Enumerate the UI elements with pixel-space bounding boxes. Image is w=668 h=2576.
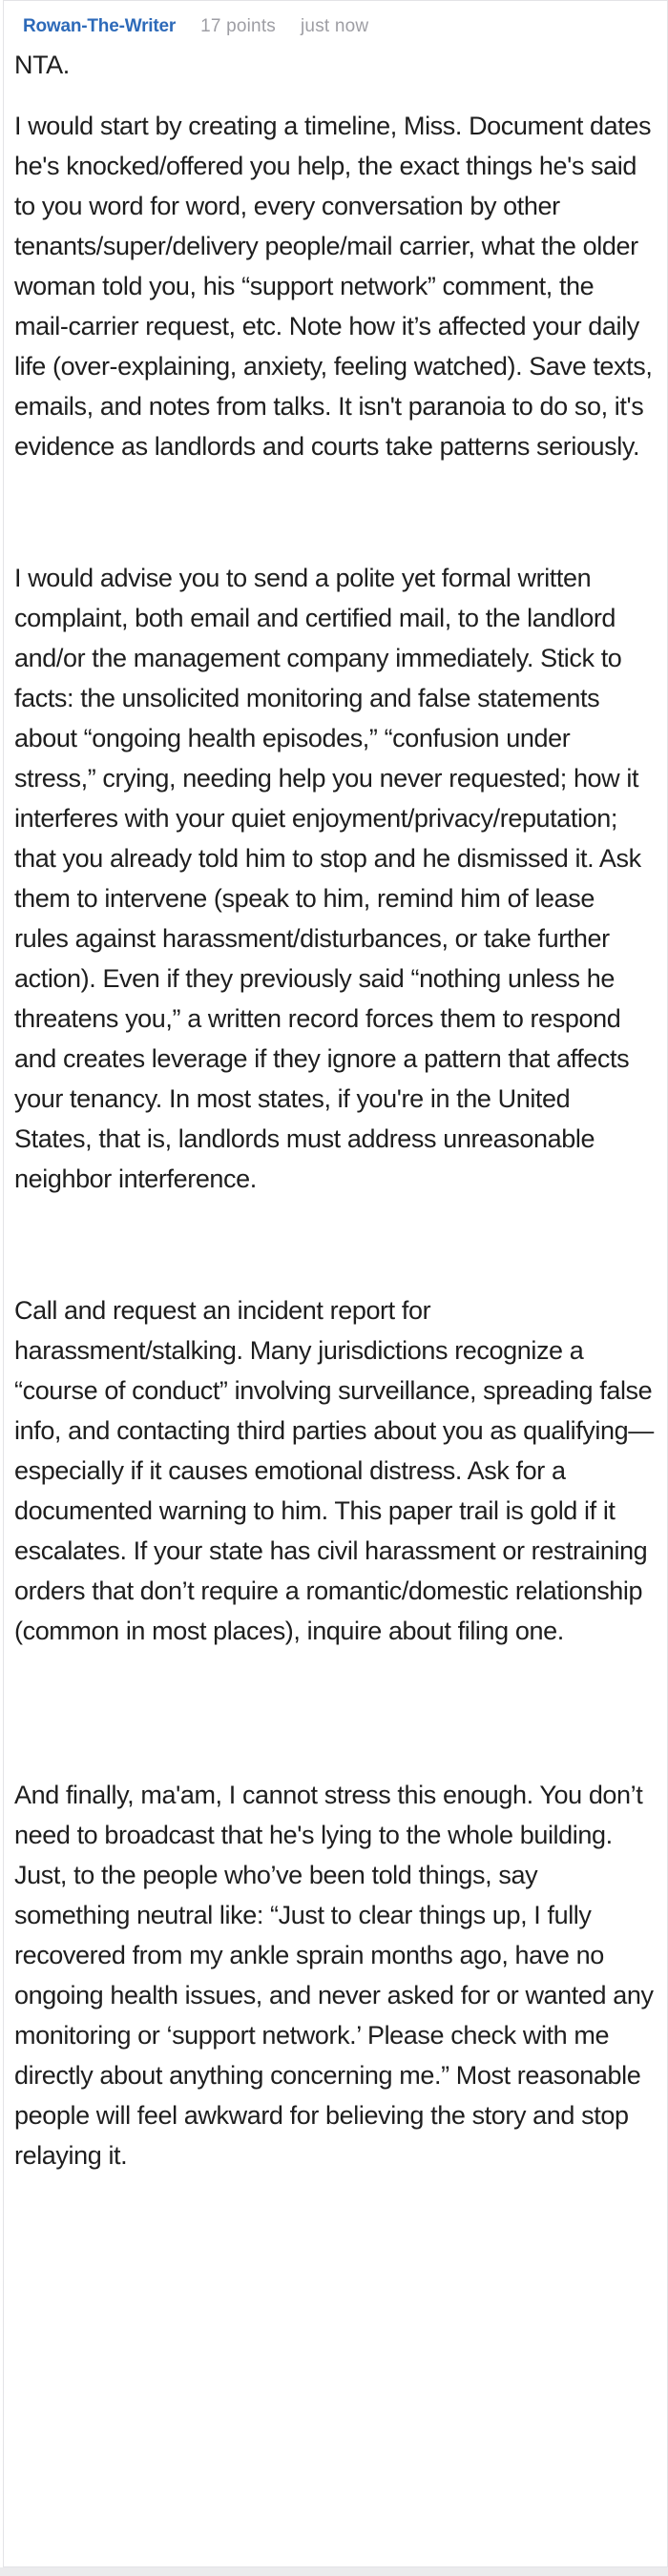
comment-paragraph-2: I would advise you to send a polite yet formal written complaint, both email and certified mail, to the landlord and/or the management company immediately. Stick to facts: the unsolicited monitoring and false statements about “ongoing health episodes,” “confusion under stress,” crying, needing help you never requested; how it interferes with your quiet enjoyment/privacy/reputation; that you already told him to stop and he dismissed it. Ask them to intervene (speak to him, remind him of lease rules against harassment/disturbances, or take further action). Even if they previously said “nothing unless he threatens you,” a written record forces them to respond and creates leverage if they ignore a pattern that affects your tenancy. In most states, if you're in the United States, that is, landlords must address unreasonable neighbor interference. [14, 564, 641, 1193]
comment-author-link[interactable]: Rowan-The-Writer [23, 16, 177, 36]
page-background-strip [0, 2567, 668, 2576]
comment-paragraph-4: And finally, ma'am, I cannot stress this enough. You don’t need to broadcast that he's lying to the whole building. Just, to the people who’ve been told things, say something neutral like: “Just to clear things up, I fully recovered from my ankle sprain months ago, have no ongoing health issues, and never asked for or wanted any monitoring or ‘support network.’ Please check with me directly about anything concerning me.” Most reasonable people will feel awkward for believing the story and stop relaying it. [14, 1781, 654, 2170]
comment-paragraph-3: Call and request an incident report for harassment/stalking. Many jurisdictions recognize a “course of conduct” involving surveillance, spreading false info, and contacting third parties about you as qualifying—especially if it causes emotional distress. Ask for a documented warning to him. This paper trail is gold if it escalates. If your state has civil harassment or restraining orders that don’t require a romantic/domestic relationship (common in most places), inquire about filing one. [14, 1296, 654, 1645]
comment-paragraph-1: I would start by creating a timeline, Miss. Document dates he's knocked/offered you help, the exact things he's said to you word for word, every conversation by other tenants/super/delivery people/mail carrier, what the older woman told you, his “support network” comment, the mail-carrier request, etc. Note how it’s affected your daily life (over-explaining, anxiety, feeling watched). Save texts, emails, and notes from talks. It isn't paranoia to do so, it's evidence as landlords and courts take patterns seriously. [14, 112, 653, 461]
comment-points: 17 points [200, 16, 276, 36]
comment-timestamp: just now [301, 16, 369, 36]
comment-card [3, 0, 668, 2567]
verdict-text: NTA. [14, 51, 70, 79]
comment-body [14, 45, 654, 2175]
comment-header [14, 16, 654, 37]
